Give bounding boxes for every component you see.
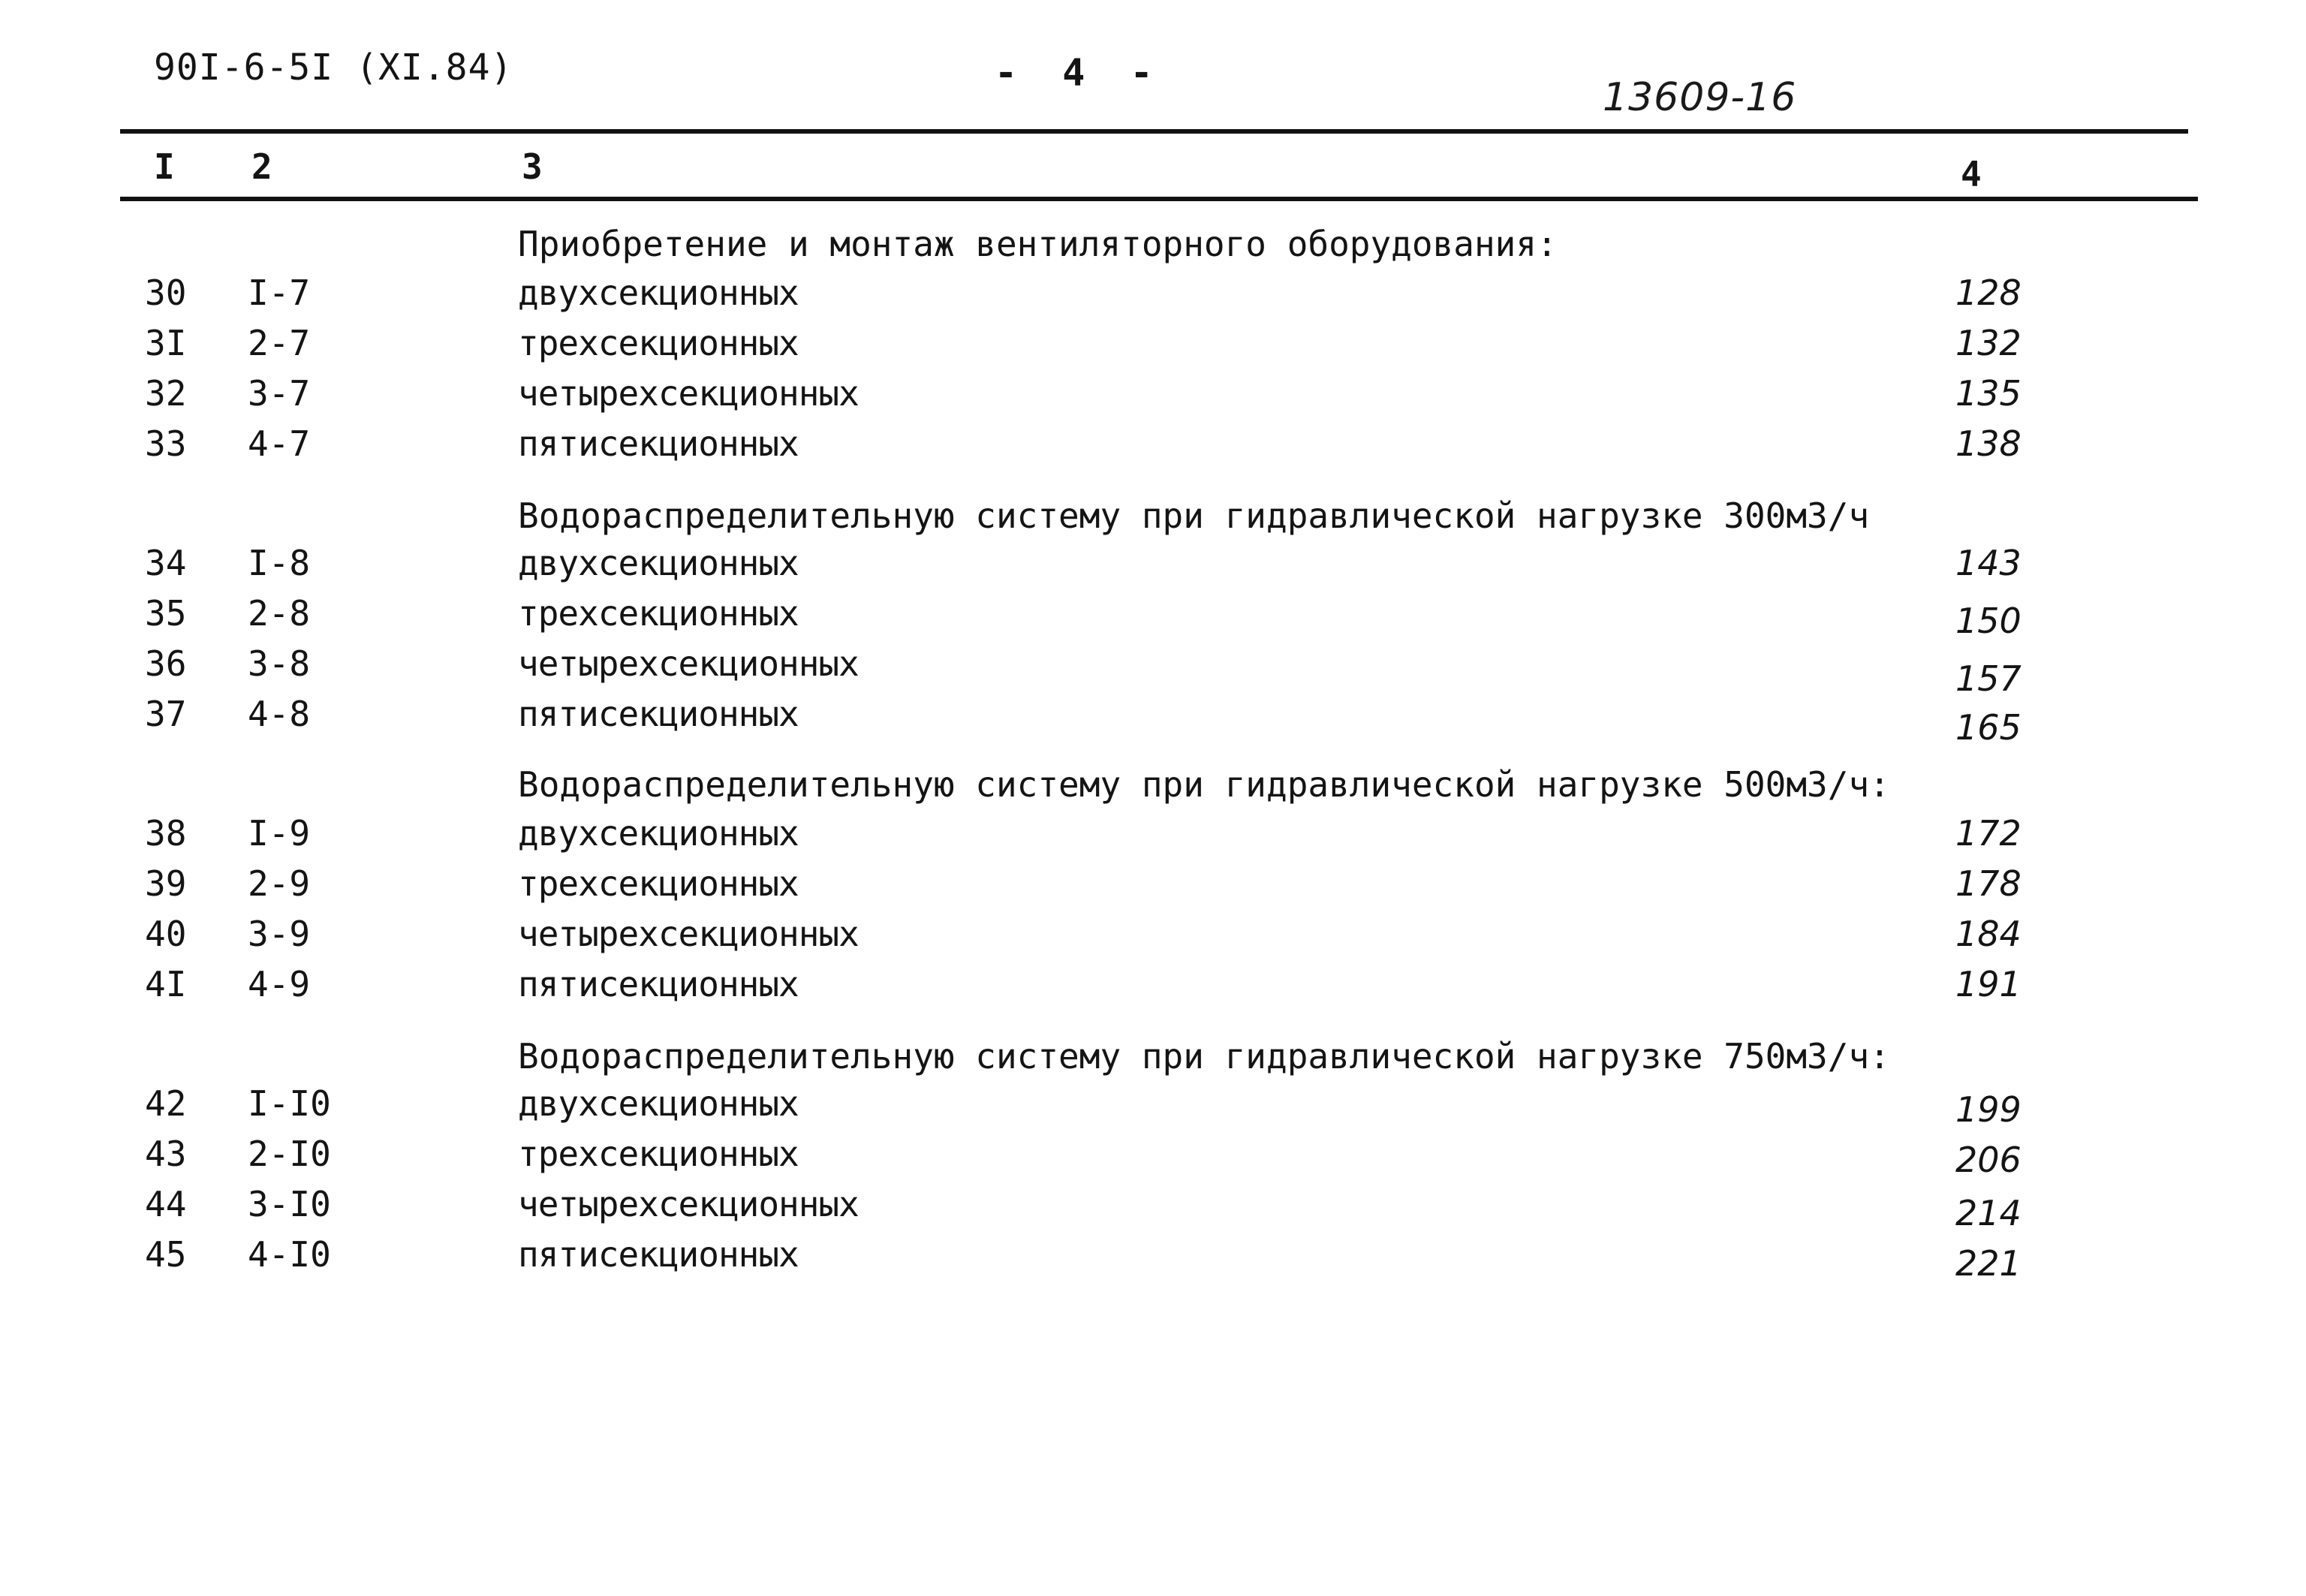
- row-description: двухсекционных: [518, 273, 799, 313]
- table-row: [0, 813, 2306, 858]
- row-number: 30: [145, 273, 187, 313]
- row-description: пятисекционных: [518, 694, 799, 734]
- row-code: I-8: [248, 543, 311, 583]
- section-heading-text: Водораспределительную систему при гидравлической нагрузке 750м3/ч:: [518, 1036, 1890, 1077]
- row-code: 2-7: [248, 323, 311, 363]
- row-code: I-9: [248, 813, 311, 854]
- row-number: 39: [145, 863, 187, 904]
- row-number: 32: [145, 373, 187, 414]
- row-code: 2-8: [248, 593, 311, 634]
- row-description: трехсекционных: [518, 593, 799, 634]
- table-row: [0, 593, 2306, 641]
- row-code: 4-8: [248, 694, 311, 734]
- page-number: - 4 -: [995, 51, 1153, 95]
- row-number: 3I: [145, 323, 187, 363]
- table-row: [0, 964, 2306, 1009]
- row-number: 36: [145, 643, 187, 684]
- row-description: двухсекционных: [518, 1083, 799, 1124]
- table-row: [0, 543, 2306, 588]
- column-header-1: I: [154, 146, 175, 187]
- row-code: I-7: [248, 273, 311, 313]
- table-row: [0, 1083, 2306, 1128]
- row-number: 37: [145, 694, 187, 734]
- section-heading-300: [0, 495, 2306, 541]
- row-code: 3-I0: [248, 1184, 331, 1224]
- column-header-4: 4: [1961, 154, 1982, 194]
- row-page: 150: [1955, 601, 2022, 641]
- table-row: [0, 323, 2306, 368]
- row-page: 157: [1955, 658, 2022, 699]
- inventory-number: 13609-16: [1603, 75, 1797, 120]
- row-number: 45: [145, 1234, 187, 1275]
- table-row: [0, 423, 2306, 468]
- section-heading-ventilation: [0, 224, 2306, 269]
- row-page: 184: [1955, 914, 2022, 954]
- row-description: пятисекционных: [518, 964, 799, 1004]
- row-code: 3-8: [248, 643, 311, 684]
- section-heading-text: Приобретение и монтаж вентиляторного оборудования:: [518, 224, 1558, 264]
- row-description: трехсекционных: [518, 1134, 799, 1174]
- table-row: [0, 1184, 2306, 1233]
- row-description: четырехсекционных: [518, 643, 859, 684]
- table-row: [0, 914, 2306, 959]
- table-row: [0, 273, 2306, 318]
- row-description: четырехсекционных: [518, 1184, 859, 1224]
- row-code: 3-9: [248, 914, 311, 954]
- row-number: 43: [145, 1134, 187, 1174]
- row-page: 214: [1955, 1193, 2022, 1233]
- row-description: пятисекционных: [518, 423, 799, 464]
- row-page: 199: [1955, 1089, 2022, 1130]
- row-page: 165: [1955, 707, 2022, 748]
- row-number: 44: [145, 1184, 187, 1224]
- row-page: 143: [1955, 543, 2022, 583]
- header-rule: [120, 197, 2198, 201]
- section-heading-750: [0, 1036, 2306, 1081]
- column-header-2: 2: [251, 146, 272, 187]
- row-description: трехсекционных: [518, 863, 799, 904]
- section-heading-text: Водораспределительную систему при гидравлической нагрузке 300м3/ч: [518, 495, 1870, 536]
- top-rule: [120, 129, 2188, 134]
- row-number: 4I: [145, 964, 187, 1004]
- document-code: 90I-6-5I (XI.84): [154, 47, 513, 89]
- row-description: четырехсекционных: [518, 373, 859, 414]
- row-code: 4-7: [248, 423, 311, 464]
- section-heading-text: Водораспределительную систему при гидравлической нагрузке 500м3/ч:: [518, 764, 1890, 805]
- row-number: 42: [145, 1083, 187, 1124]
- row-code: 2-I0: [248, 1134, 331, 1174]
- row-page: 172: [1955, 813, 2022, 854]
- row-page: 132: [1955, 323, 2022, 363]
- table-row: [0, 694, 2306, 748]
- row-number: 38: [145, 813, 187, 854]
- row-code: 3-7: [248, 373, 311, 414]
- section-heading-500: [0, 764, 2306, 809]
- row-code: 4-9: [248, 964, 311, 1004]
- row-number: 40: [145, 914, 187, 954]
- row-page: 178: [1955, 863, 2022, 904]
- row-code: 2-9: [248, 863, 311, 904]
- row-page: 206: [1955, 1140, 2022, 1180]
- row-page: 135: [1955, 373, 2022, 414]
- row-description: двухсекционных: [518, 543, 799, 583]
- row-description: пятисекционных: [518, 1234, 799, 1275]
- column-header-3: 3: [522, 146, 543, 187]
- table-row: [0, 1234, 2306, 1284]
- row-page: 191: [1955, 964, 2022, 1004]
- row-page: 128: [1955, 273, 2022, 313]
- row-number: 35: [145, 593, 187, 634]
- row-page: 138: [1955, 423, 2022, 464]
- table-row: [0, 863, 2306, 908]
- table-row: [0, 373, 2306, 418]
- row-code: I-I0: [248, 1083, 331, 1124]
- row-code: 4-I0: [248, 1234, 331, 1275]
- table-row: [0, 643, 2306, 699]
- row-description: трехсекционных: [518, 323, 799, 363]
- row-number: 34: [145, 543, 187, 583]
- row-description: двухсекционных: [518, 813, 799, 854]
- row-number: 33: [145, 423, 187, 464]
- table-row: [0, 1134, 2306, 1179]
- row-page: 221: [1955, 1243, 2022, 1284]
- row-description: четырехсекционных: [518, 914, 859, 954]
